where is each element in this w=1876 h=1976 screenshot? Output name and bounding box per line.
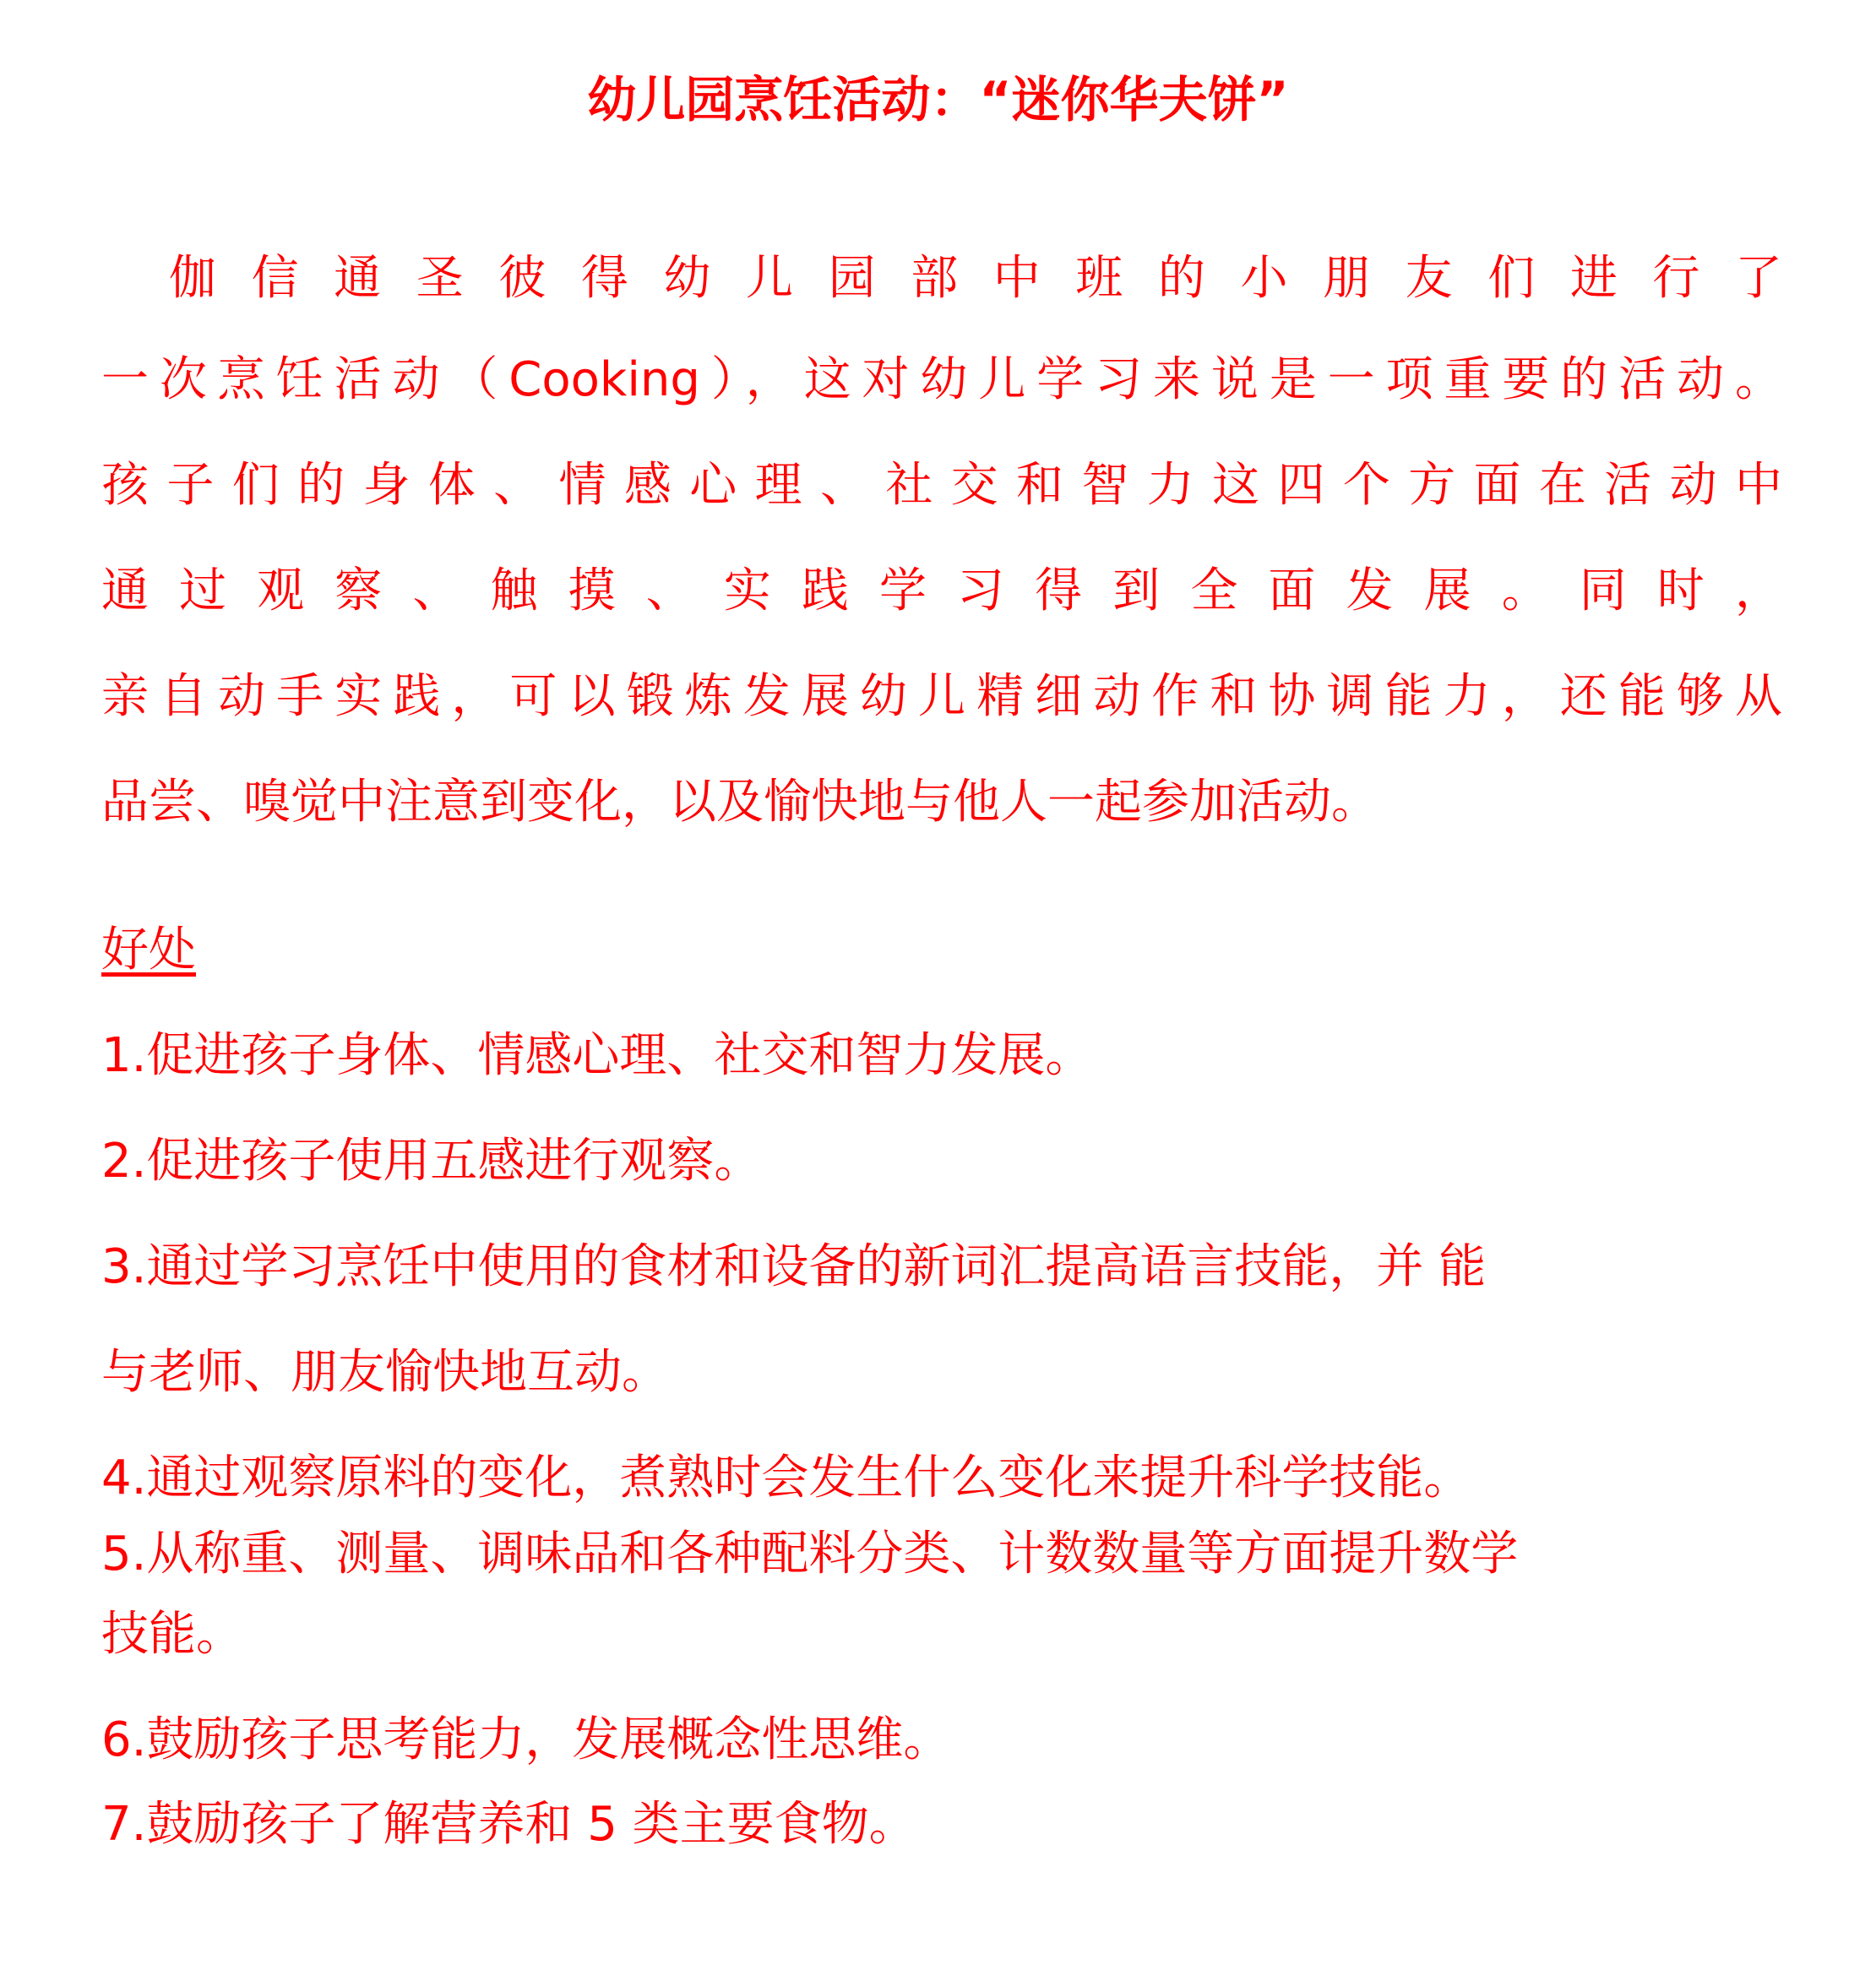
benefit-item: 技能。	[101, 1607, 243, 1662]
benefit-item: 1.促进孩子身体、情感心理、社交和智力发展。	[101, 1028, 1093, 1083]
benefit-item: 2.促进孩子使用五感进行观察。	[101, 1134, 762, 1189]
benefit-item: 3.通过学习烹饪中使用的食材和设备的新词汇提高语言技能，并 能	[101, 1239, 1487, 1294]
benefit-item: 7.鼓励孩子了解营养和 5 类主要食物。	[101, 1797, 916, 1852]
document-title: 幼儿园烹饪活动：“迷你华夫饼”	[587, 71, 1289, 128]
intro-line: 通过观察、触摸、实践学习得到全面发展。同时，	[101, 563, 1782, 618]
benefit-item: 5.从称重、测量、调味品和各种配料分类、计数数量等方面提升数学	[101, 1527, 1519, 1581]
benefit-item: 4.通过观察原料的变化，煮熟时会发生什么变化来提升科学技能。	[101, 1451, 1471, 1505]
intro-line: 伽信通圣彼得幼儿园部中班的小朋友们进行了	[169, 251, 1782, 306]
benefits-heading: 好处	[101, 923, 196, 977]
intro-line: 亲自动手实践，可以锻炼发展幼儿精细动作和协调能力，还能够从	[101, 669, 1782, 724]
intro-line: 孩子们的身体、情感心理、社交和智力这四个方面在活动中	[101, 458, 1782, 513]
intro-line: 品尝、嗅觉中注意到变化，以及愉快地与他人一起参加活动。	[101, 775, 1378, 830]
benefit-item: 6.鼓励孩子思考能力，发展概念性思维。	[101, 1712, 951, 1767]
intro-line: 一次烹饪活动（Cooking），这对幼儿学习来说是一项重要的活动。	[101, 352, 1782, 407]
benefit-item: 与老师、朋友愉快地互动。	[101, 1345, 669, 1400]
